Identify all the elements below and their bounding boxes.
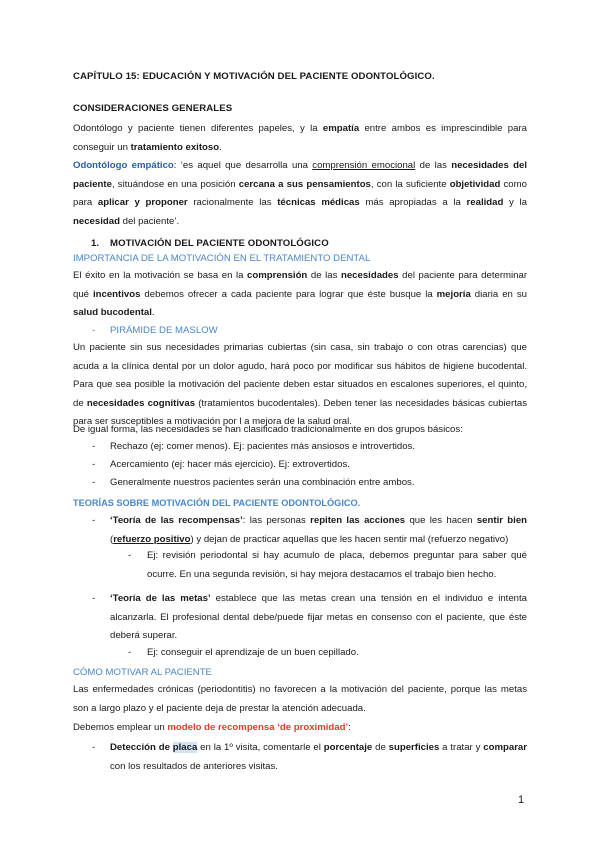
empathic-definition-paragraph: Odontólogo empático: ‘es aquel que desarrolla una comprensión emocional de las necesidades del paciente, situándose en una posición cercana a sus pensamientos, con la suficiente objetividad como para aplicar y proponer racionalmente las técnicas médicas más apropiadas a la realidad y la necesidad del paciente’. bbox=[73, 160, 527, 227]
needs-groups-intro: De igual forma, las necesidades se han clasificado tradicionalmente en dos grupos básicos: bbox=[73, 424, 463, 435]
list-dash: - bbox=[92, 593, 96, 604]
list-item: Rechazo (ej: comer menos). Ej: pacientes más ansiosos e introvertidos. bbox=[110, 441, 415, 452]
importance-subheading: IMPORTANCIA DE LA MOTIVACIÓN EN EL TRATAMIENTO DENTAL bbox=[73, 253, 371, 264]
list-dash: - bbox=[128, 647, 132, 658]
how-to-motivate-subheading: CÓMO MOTIVAR AL PACIENTE bbox=[73, 667, 212, 678]
chapter-title: CAPÍTULO 15: EDUCACIÓN Y MOTIVACIÓN DEL PACIENTE ODONTOLÓGICO. bbox=[73, 71, 435, 82]
list-dash: - bbox=[92, 515, 96, 526]
goals-theory-item: ‘Teoría de las metas’ establece que las metas crean una tensión en el individuo e intenta alcanzarla. El profesional dental debe/puede fijar metas en consenso con el paciente, que éste deberá superar. bbox=[110, 593, 528, 641]
maslow-dash: - bbox=[92, 325, 96, 336]
theories-subheading: TEORÍAS SOBRE MOTIVACIÓN DEL PACIENTE ODONTOLÓGICO. bbox=[73, 498, 361, 508]
importance-paragraph: El éxito en la motivación se basa en la comprensión de las necesidades del paciente para determinar qué incentivos debemos ofrecer a cada paciente para lograr que éste busque la mejoría diaria en su salud bucodental. bbox=[73, 270, 528, 318]
section-general-heading: CONSIDERACIONES GENERALES bbox=[73, 103, 233, 114]
list-item: Acercamiento (ej: hacer más ejercicio). Ej: extrovertidos. bbox=[110, 459, 350, 470]
rewards-theory-item: ‘Teoría de las recompensas’: las personas repiten las acciones que les hacen sentir bien (refuerzo positivo) y dejan de practicar aquellas que les hacen sentir mal (refuerzo negativo) bbox=[110, 515, 528, 545]
maslow-subheading: PIRÁMIDE DE MASLOW bbox=[110, 325, 218, 336]
plaque-detection-item: Detección de placa en la 1º visita, comentarle el porcentaje de superficies a tratar y comparar con los resultados de anteriores visitas. bbox=[110, 742, 527, 772]
list-dash: - bbox=[92, 477, 96, 488]
list-dash: - bbox=[92, 459, 96, 470]
reward-model-paragraph: Debemos emplear un modelo de recompensa ‘de proximidad’: bbox=[73, 722, 351, 733]
intro-paragraph: Odontólogo y paciente tienen diferentes papeles, y la empatía entre ambos es imprescindible para conseguir un tratamiento exitoso. bbox=[73, 123, 527, 153]
goals-example: Ej: conseguir el aprendizaje de un buen cepillado. bbox=[147, 647, 359, 658]
chronic-disease-paragraph: Las enfermedades crónicas (periodontitis) no favorecen a la motivación del paciente, porque las metas son a largo plazo y el paciente deja de prestar la atención adecuada. bbox=[73, 684, 527, 714]
maslow-paragraph: Un paciente sin sus necesidades primarias cubiertas (sin casa, sin trabajo o con otras carencias) que acuda a la clínica dental por un dolor agudo, hará poco por modificar sus hábitos de higiene bucodental. Para que sea posible la motivación del paciente deben estar situados en escalones superiores, el quinto, de necesidades cognitivas (tratamientos bucodentales). Deben tener las necesidades básicas cubiertas para ser susceptibles a motivación por l a mejora de la salud oral. bbox=[73, 342, 527, 427]
page-number: 1 bbox=[518, 794, 525, 806]
list-dash: - bbox=[92, 742, 96, 753]
list-dash: - bbox=[128, 550, 132, 561]
section-1-heading: MOTIVACIÓN DEL PACIENTE ODONTOLÓGICO bbox=[110, 238, 329, 249]
rewards-example: Ej: revisión periodontal si hay acumulo de placa, debemos preguntar para saber qué ocurre. En una segunda revisión, si hay mejora destacamos el trabajo bien hecho. bbox=[147, 550, 527, 580]
section-1-number: 1. bbox=[91, 238, 100, 249]
list-item: Generalmente nuestros pacientes serán una combinación entre ambos. bbox=[110, 477, 415, 488]
list-dash: - bbox=[92, 441, 96, 452]
